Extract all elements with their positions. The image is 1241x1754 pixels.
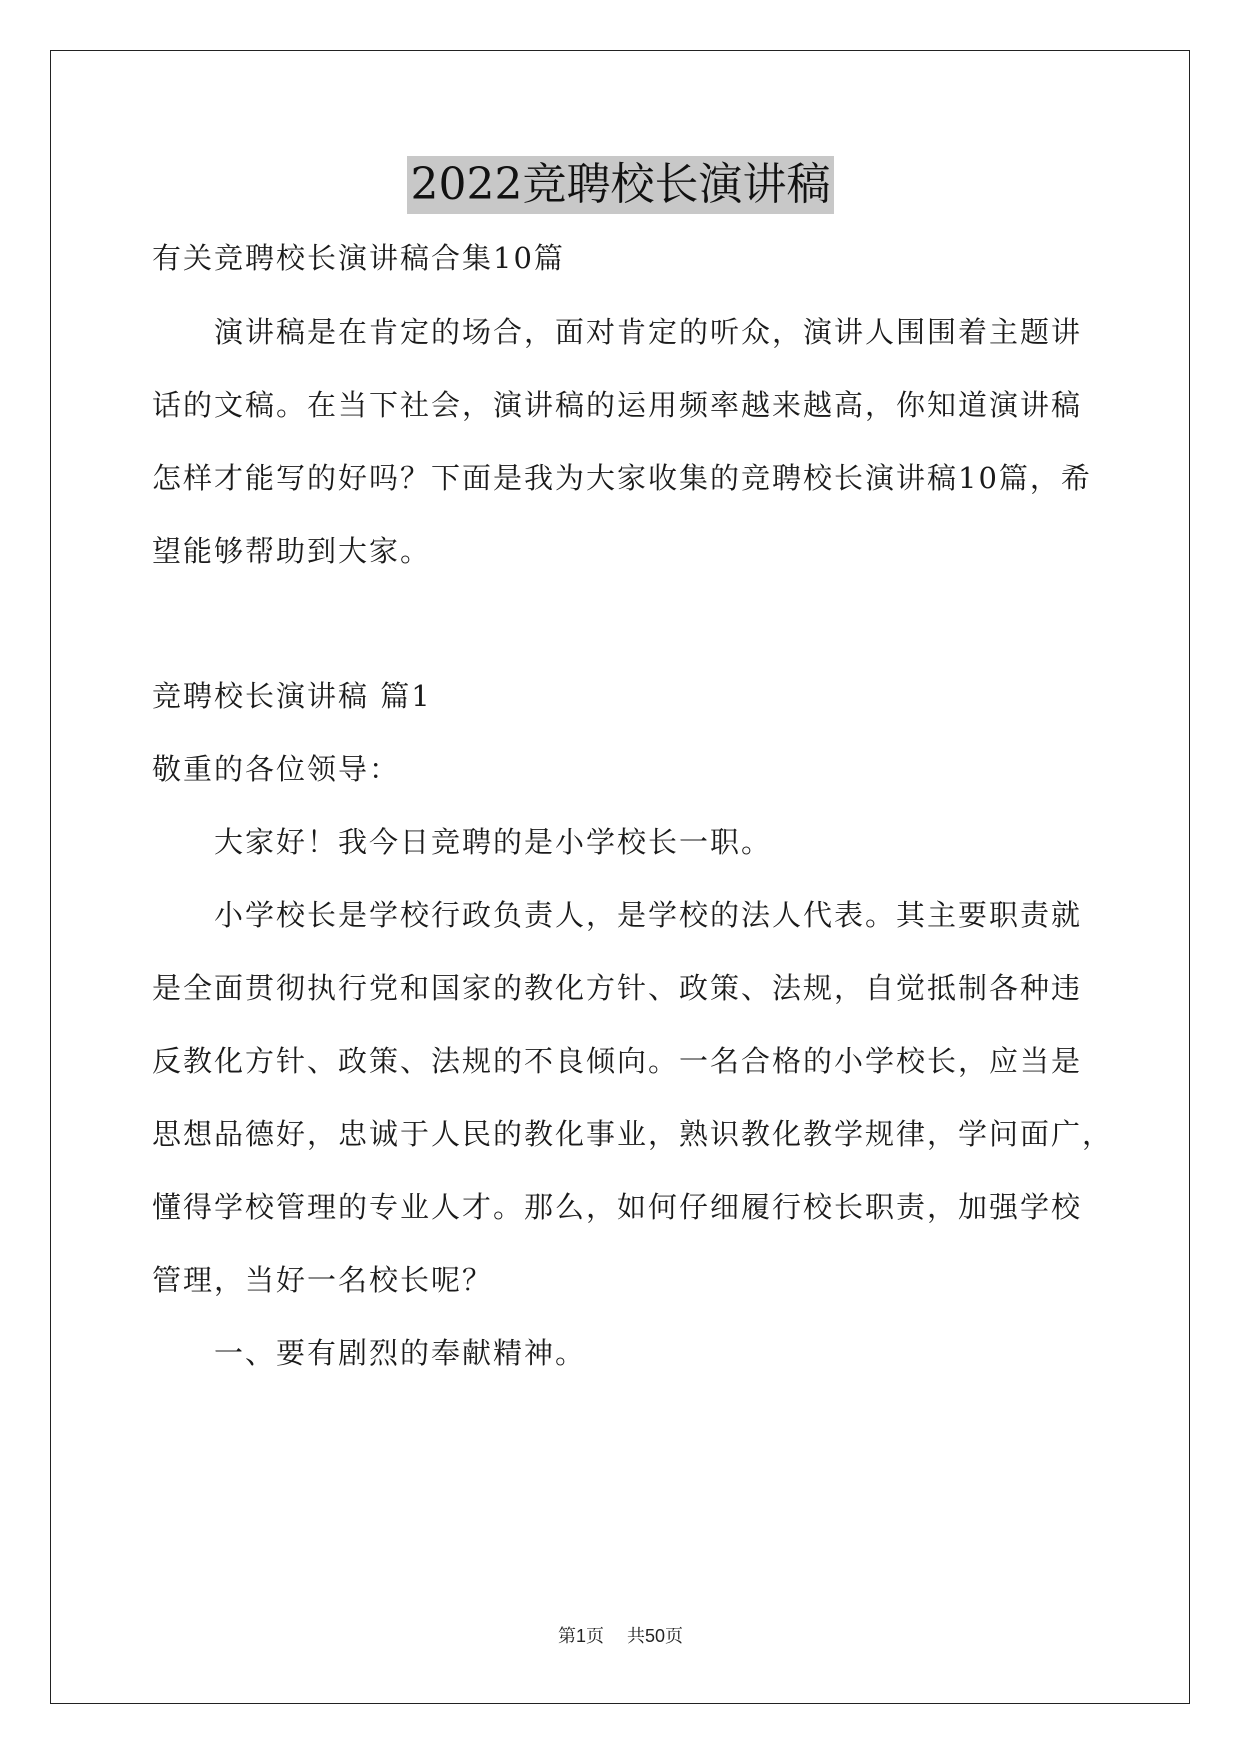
- body-line-6: 管理，当好一名校长呢？: [152, 1263, 494, 1297]
- title-container: [0, 156, 1241, 214]
- body-line-4: 思想品德好，忠诚于人民的教化事业，熟识教化教学规律，学问面广，: [152, 1117, 1114, 1151]
- salutation: 敬重的各位领导：: [152, 752, 401, 786]
- intro-line-1: 演讲稿是在肯定的场合，面对肯定的听众，演讲人围围着主题讲: [214, 315, 1083, 349]
- document-subtitle: 有关竞聘校长演讲稿合集10篇: [152, 241, 565, 275]
- body-line-2: 是全面贯彻执行党和国家的教化方针、政策、法规，自觉抵制各种违: [152, 971, 1083, 1005]
- intro-line-4: 望能够帮助到大家。: [152, 534, 432, 568]
- intro-line-3: 怎样才能写的好吗？下面是我为大家收集的竞聘校长演讲稿10篇，希: [152, 461, 1092, 495]
- footer-page-suffix: 页: [586, 1626, 605, 1647]
- page-border: [50, 50, 1190, 1704]
- footer-total-suffix: 页: [664, 1626, 683, 1647]
- body-line-1: 小学校长是学校行政负责人，是学校的法人代表。其主要职责就: [214, 898, 1083, 932]
- footer-total-prefix: 共: [626, 1626, 645, 1647]
- page-footer: [0, 1624, 1241, 1649]
- footer-page-prefix: 第: [558, 1626, 577, 1647]
- section-heading: 竞聘校长演讲稿 篇1: [152, 679, 432, 713]
- greeting-paragraph: 大家好！我今日竞聘的是小学校长一职。: [214, 825, 773, 859]
- intro-line-2: 话的文稿。在当下社会，演讲稿的运用频率越来越高，你知道演讲稿: [152, 388, 1083, 422]
- body-line-5: 懂得学校管理的专业人才。那么，如何仔细履行校长职责，加强学校: [152, 1190, 1083, 1224]
- body-line-3: 反教化方针、政策、法规的不良倾向。一名合格的小学校长，应当是: [152, 1044, 1083, 1078]
- document-title: 2022竞聘校长演讲稿: [407, 156, 835, 214]
- footer-page-number: 1: [576, 1626, 587, 1646]
- point-one-heading: 一、要有剧烈的奉献精神。: [214, 1336, 587, 1370]
- footer-total-pages: 50: [644, 1626, 665, 1646]
